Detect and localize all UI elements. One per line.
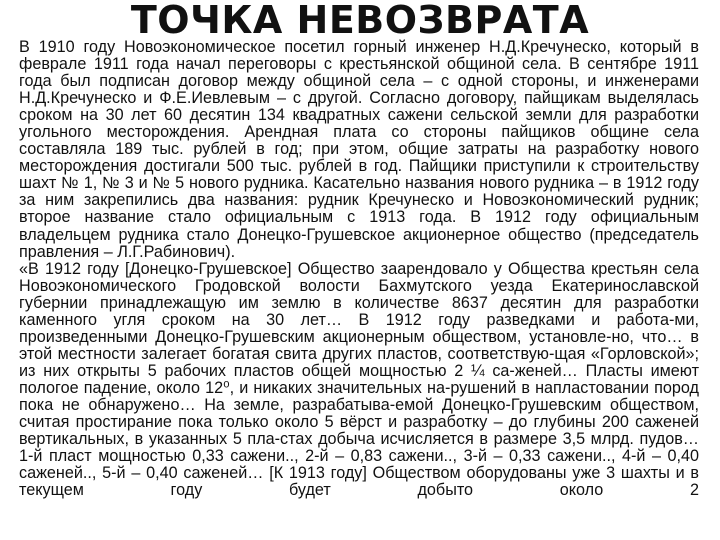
page-title: ТОЧКА НЕВОЗВРАТА bbox=[130, 0, 590, 42]
document-body bbox=[19, 39, 699, 499]
paragraph-quote: «В 1912 году [Донецко-Грушевское] Общество заарендовало у Общества крестьян села Новоэкономического Гродовской волости Бахмутского уезда Екатеринославской губернии принадлежащую им землю в количестве 8637 десятин для разработки каменного угля сроком на 30 лет… В 1912 году разведками и работа-ми, произведенными Донецко-Грушевским акционерным обществом, установле-но, что… в этой местности залегает богатая свита других пластов, соответствую-щая «Горловской»; из них открыты 5 рабочих пластов общей мощностью 2 ¼ са-женей… Пласты имеют пологое падение, около 12⁰, и никаких значительных на-рушений в напластовании пород пока не обнаружено… На земле, разрабатыва-емой Донецко-Грушевским обществом, считая простирание пока только около 5 вёрст и разработку – до глубины 200 саженей вертикальных, в указанных 5 пла-стах добыча исчисляется в размере 3,5 млрд. пудов… 1-й пласт мощностью 0,33 сажени.., 2-й – 0,83 сажени.., 3-й – 0,33 сажени.., 4-й – 0,40 саженей.., 5-й – 0,40 саженей… [К 1913 году] Обществом оборудованы уже 3 шахты и в текущем году будет добыто около 2 bbox=[19, 259, 699, 500]
paragraph-history: В 1910 году Новоэкономическое посетил горный инженер Н.Д.Кречунеско, который в феврале 1911 года начал переговоры с крестьянской общиной села. В сентябре 1911 года был подписан договор между общиной села – с одной стороны, и инженерами Н.Д.Кречунеско и Ф.Е.Иевлевым – с другой. Согласно договору, пайщикам выделялась сроком на 30 лет 60 десятин 134 квадратных сажени сельской земли для разработки угольного месторождения. Арендная плата со стороны пайщиков общине села составляла 189 тыс. рублей в год; при этом, общие затраты на разработку нового месторождения достигали 500 тыс. рублей в год. Пайщики приступили к строительству шахт № 1, № 3 и № 5 нового рудника. Касательно названия нового рудника – в 1912 году за ним закрепились два названия: рудник Кречунеско и Новоэкономический рудник; второе название стало официальным с 1913 года. В 1912 году официальным владельцем рудника стало Донецко-Грушевское акционерное общество (председатель правления – Л.Г.Рабинович). bbox=[19, 38, 699, 261]
